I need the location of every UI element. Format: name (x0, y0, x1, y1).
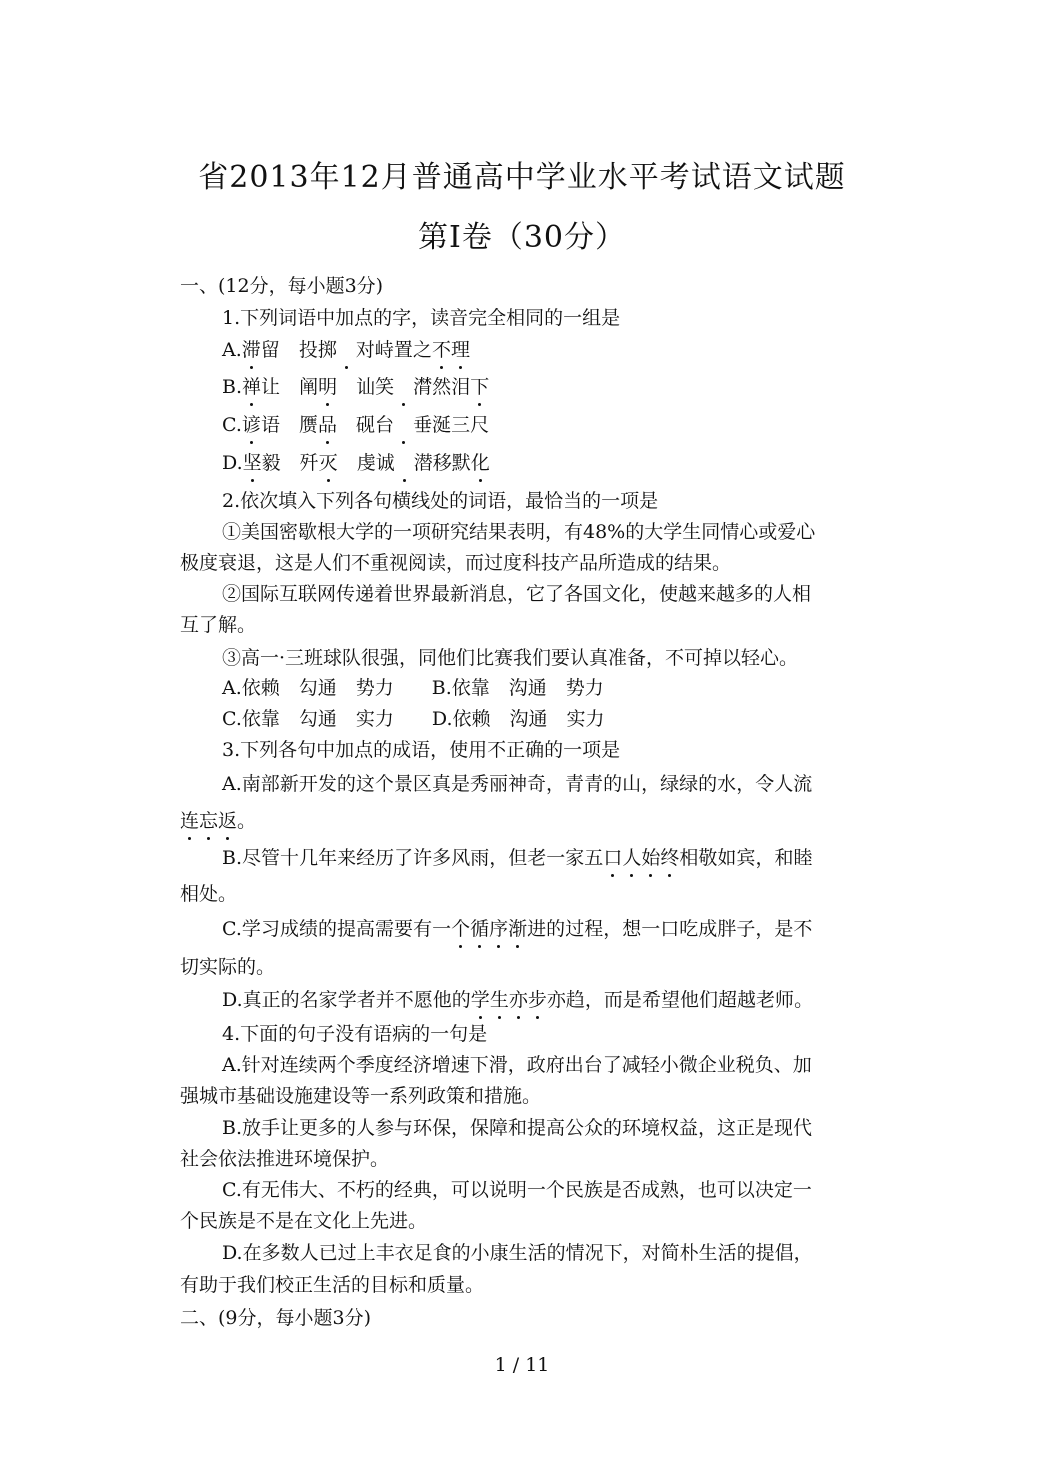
text-line: 2.依次填入下列各句横线处的词语，最恰当的一项是 (222, 490, 659, 512)
text-line: ③高一·三班球队很强，同他们比赛我们要认真准备，不可掉以轻心。 (222, 647, 799, 669)
text-line: 相处。 (180, 883, 238, 905)
text-line: C.学习成绩的提高需要有一个循序渐进的过程，想一口吃成胖子，是不 (222, 918, 813, 940)
volume-heading: 第Ⅰ卷（30分） (417, 220, 627, 255)
text-line: 互了解。 (180, 614, 257, 636)
text-line: A.依赖 勾通 势力 B.依靠 沟通 势力 (222, 677, 604, 699)
text-line: 连忘返。 (180, 810, 257, 832)
text-line: ①美国密歇根大学的一项研究结果表明，有48%的大学生同情心或爱心 (222, 521, 816, 543)
text-line: ②国际互联网传递着世界最新消息，它了各国文化，使越来越多的人相 (222, 583, 812, 605)
text-line: A.南部新开发的这个景区真是秀丽神奇，青青的山，绿绿的水，令人流 (222, 773, 813, 795)
text-line: 1.下列词语中加点的字，读音完全相同的一组是 (222, 307, 621, 329)
page-number: 1 / 11 (494, 1354, 550, 1376)
text-line: 4.下面的句子没有语病的一句是 (222, 1023, 488, 1045)
text-line: 二、(9分，每小题3分) (180, 1307, 372, 1329)
text-line: B.禅让 阐明 讪笑 潸然泪下 (222, 376, 490, 398)
text-line: A.滞留 投掷 对峙置之不理 (222, 339, 470, 361)
text-line: C.有无伟大、不朽的经典，可以说明一个民族是否成熟，也可以决定一 (222, 1179, 812, 1201)
text-line: 3.下列各句中加点的成语，使用不正确的一项是 (222, 739, 621, 761)
text-line: A.针对连续两个季度经济增速下滑，政府出台了减轻小微企业税负、加 (222, 1054, 812, 1076)
text-line: 个民族是不是在文化上先进。 (180, 1210, 428, 1232)
text-line: C.依靠 勾通 实力 D.依赖 沟通 实力 (222, 708, 605, 730)
text-line: 切实际的。 (180, 956, 276, 978)
text-line: 有助于我们校正生活的目标和质量。 (180, 1274, 485, 1296)
text-line: B.放手让更多的人参与环保，保障和提高公众的环境权益，这正是现代 (222, 1117, 813, 1139)
text-line: 社会依法推进环境保护。 (180, 1148, 390, 1170)
text-line: 强城市基础设施建设等一系列政策和措施。 (180, 1085, 542, 1107)
text-line: D.在多数人已过上丰衣足食的小康生活的情况下，对简朴生活的提倡， (222, 1242, 813, 1264)
text-line: 一、(12分，每小题3分) (180, 275, 384, 297)
text-line: B.尽管十几年来经历了许多风雨，但老一家五口人始终相敬如宾，和睦 (222, 847, 813, 869)
text-line: 极度衰退，这是人们不重视阅读，而过度科技产品所造成的结果。 (180, 552, 732, 574)
document-title: 省2013年12月普通高中学业水平考试语文试题 (198, 160, 846, 195)
text-line: C.谚语 赝品 砚台 垂涎三尺 (222, 414, 490, 436)
text-line: D.坚毅 歼灭 虔诚 潜移默化 (222, 452, 490, 474)
text-line: D.真正的名家学者并不愿他的学生亦步亦趋，而是希望他们超越老师。 (222, 989, 814, 1011)
